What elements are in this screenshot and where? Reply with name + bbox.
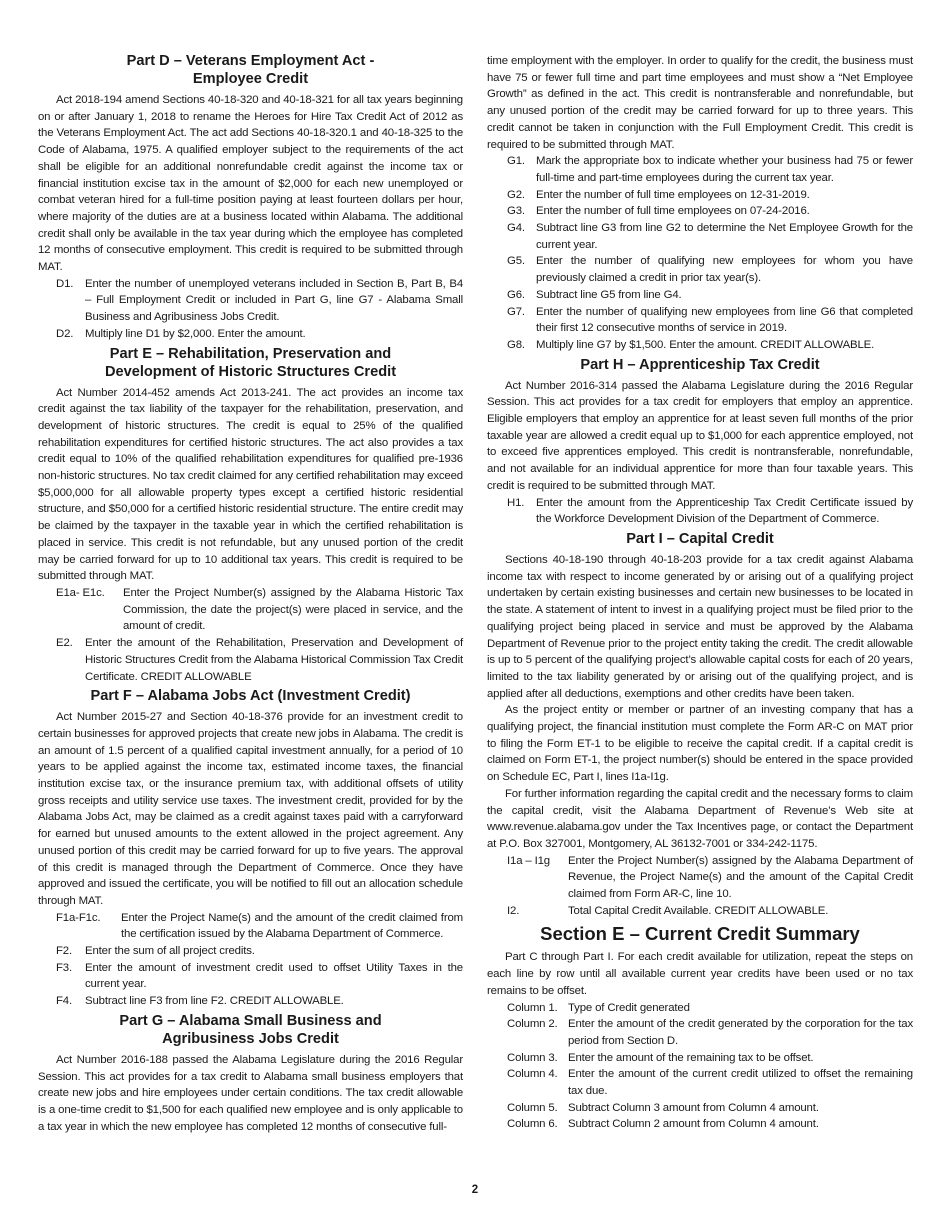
item-text: Multiply line G7 by $1,500. Enter the amount. CREDIT ALLOWABLE. (536, 338, 875, 351)
list-item (38, 326, 463, 343)
item-label: Column 4. (507, 1068, 558, 1081)
list-item (487, 203, 913, 220)
list-item (487, 1100, 913, 1117)
item-label: D2. (56, 327, 74, 340)
item-label: H1. (507, 496, 525, 509)
item-label: F1a-F1c. (56, 911, 101, 924)
list-item (487, 1066, 913, 1099)
part-h-body: Act Number 2016-314 passed the Alabama Legislature during the 2016 Regular Session. This act provides for a tax credit for employers that employ an apprentice. Eligible employers that employ an apprentice for at least seven full months of the prior taxable year are allowed a credit equal up to $1,000 for each apprentice employed, not to exceed five apprentices employed. This credit is nontransferable, nonrefundable, and not available for an individual apprentice for more than four taxable years. This credit is required to be submitted through MAT. (487, 379, 913, 492)
right-column (487, 53, 913, 1135)
item-text: Enter the amount from the Apprenticeship Tax Credit Certificate issued by the Workforce Development Division of the Department of Commerce. (536, 496, 913, 526)
part-g-body-continued: time employment with the employer. In order to qualify for the credit, the business must have 75 or fewer full time and part time employees and must show a “Net Employee Growth” as defined in the act. This credit is nontransferable and nonrefundable, but any unused portion of the credit may be carried forward for up to three years. This credit cannot be taken in conjunction with the Full Employment Credit. This credit is required to be submitted through MAT. (487, 55, 913, 151)
part-e-title-line2: Development of Historic Structures Credit (104, 363, 397, 380)
section-e (487, 923, 913, 1133)
item-text: Multiply line D1 by $2,000. Enter the amount. (85, 327, 306, 340)
section-e-body: Part C through Part I. For each credit available for utilization, repeat the steps on each line by row until all available current year credits have been used or no tax remains to be offset. (487, 951, 913, 997)
part-i-body-2: As the project entity or member or partner of an investing company that has a qualifying project, the financial institution must complete the Form AR-C on MAT prior to filing the Form ET-1 to be eligible to receive the capital credit. If a capital credit is claimed on Form ET-1, the project number(s) should be entered in the space provided on Schedule EC, Part I, lines I1a-I1g. (487, 704, 913, 784)
part-f-body: Act Number 2015-27 and Section 40-18-376 provide for an investment credit to certain businesses for approved projects that create new jobs in Alabama. The credit is an amount of 1.5 percent of a qualified capital investment annually, for a period of 10 years to be applied against the income tax, estimated income taxes, the financial institution excise tax, or the insurance premium tax, with additional offsets of utility gross receipts and utility service use taxes. The investment credit, provided for by the Alabama Jobs Act, may be claimed as a credit against taxes paid with a carryforward for earned but unused amounts to the extent allowed in the project agreement. Any unused portion of this credit may be carried forward for up to five years. The approval of this credit is managed through the Department of Commerce. Once they have approved and issued the certificate, you will be notified to fill out an allocation schedule through MAT. (38, 711, 463, 907)
part-i-section (487, 530, 913, 919)
part-e-heading (38, 345, 463, 381)
list-item (38, 960, 463, 993)
part-g-title-line2: Agribusiness Jobs Credit (162, 1030, 339, 1047)
item-text: Enter the number of qualifying new employees for whom you have previously claimed a credit in prior tax year(s). (536, 255, 913, 285)
item-text: Enter the amount of investment credit used to offset Utility Taxes in the current year. (85, 961, 463, 991)
list-item (487, 1016, 913, 1049)
list-item (487, 187, 913, 204)
item-label: I2. (507, 904, 520, 917)
item-label: G2. (507, 188, 525, 201)
section-e-list (487, 1000, 913, 1134)
item-label: Column 5. (507, 1101, 558, 1114)
item-text: Subtract Column 3 amount from Column 4 amount. (568, 1101, 819, 1114)
item-label: G7. (507, 305, 525, 318)
list-item (38, 635, 463, 685)
list-item (487, 220, 913, 253)
part-d-section (38, 52, 463, 343)
list-item (487, 1116, 913, 1133)
item-text: Enter the Project Number(s) assigned by the Alabama Department of Revenue, the Project Name(s) and the amount of the Capital Credit claimed from Form AR-C, line 10. (568, 854, 913, 901)
part-i-body-3: For further information regarding the capital credit and the necessary forms to claim the capital credit, visit the Alabama Department of Revenue’s Web site at www.revenue.alabama.gov under the Tax Incentives page, or contact the Department at P.O. Box 327001, Montgomery, AL 36132-7001 or 334-242-1175. (487, 787, 913, 850)
item-label: F2. (56, 945, 73, 958)
part-e-title-line1: Part E – Rehabilitation, Preservation and (109, 345, 392, 362)
part-d-heading (38, 52, 463, 88)
part-g-title-line1: Part G – Alabama Small Business and (119, 1012, 382, 1029)
part-f-heading: Part F – Alabama Jobs Act (Investment Credit) (90, 688, 411, 705)
list-item (487, 253, 913, 286)
list-item (487, 1050, 913, 1067)
item-label: I1a – I1g (507, 854, 550, 867)
part-e-body: Act Number 2014-452 amends Act 2013-241. The act provides an income tax credit against the tax liability of the taxpayer for the rehabilitation, preservation, and development of historic structures. The credit is equal to 25% of the qualified rehabilitation expenditures for certified historic structures. The act also provides a tax credit equal to 10% of the qualified rehabilitation expenditures for qualified pre-1936 non-historic structures. No tax credit claimed for any certified rehabilitation may exceed $5,000,000 for all allowable property types except a certified historic residential structure, and $50,000 for a certified historic residential structure. The entire credit may be claimed by the taxpayer in the taxable year in which the certified rehabilitation is placed in service. This credit is not refundable, but any unused portion of the credit may be carried forward for up to 10 additional tax years. This credit is required to be submitted through MAT. (38, 386, 463, 583)
item-label: G5. (507, 255, 525, 268)
section-e-heading: Section E – Current Credit Summary (540, 923, 860, 945)
list-item (487, 153, 913, 186)
list-item (487, 304, 913, 337)
part-g-body: Act Number 2016-188 passed the Alabama Legislature during the 2016 Regular Session. This act provides for a tax credit to Alabama small business employers that create new jobs and hire employees under certain conditions. The tax credit allowable is a one-time credit to $1,500 for each qualified new employee and is only applicable to a tax year in which the new employee has completed 12 months of consecutive full- (38, 1053, 463, 1133)
page-number: 2 (471, 1184, 479, 1196)
part-d-title-line2: Employee Credit (192, 71, 309, 87)
list-item (487, 495, 913, 528)
item-label: F3. (56, 961, 73, 974)
part-h-list (487, 495, 913, 528)
part-d-title-line1: Part D – Veterans Employment Act - (126, 53, 375, 69)
item-text: Mark the appropriate box to indicate whether your business had 75 or fewer full-time and part-time employees during the current tax year. (536, 155, 913, 184)
list-item (38, 943, 463, 960)
part-i-heading: Part I – Capital Credit (626, 530, 774, 547)
part-g-continued (487, 53, 913, 354)
item-label: G1. (507, 155, 525, 168)
part-f-list (38, 910, 463, 1010)
part-h-heading: Part H – Apprenticeship Tax Credit (580, 356, 820, 373)
item-label: E2. (56, 637, 73, 650)
item-label: G4. (507, 222, 525, 235)
item-label: F4. (56, 995, 73, 1008)
item-label: G8. (507, 338, 525, 351)
list-item (487, 287, 913, 304)
item-text: Enter the amount of the remaining tax to be offset. (568, 1051, 814, 1064)
part-g-list (487, 153, 913, 353)
item-text: Enter the Project Number(s) assigned by the Alabama Historic Tax Commission, the date the project(s) were placed in service, and the amount of credit. (123, 586, 463, 633)
item-label: G6. (507, 288, 525, 301)
item-label: Column 6. (507, 1118, 558, 1131)
part-i-list (487, 853, 913, 920)
part-d-body: Act 2018-194 amend Sections 40-18-320 and 40-18-321 for all tax years beginning on or after January 1, 2018 to rename the Heroes for Hire Tax Credit Act of 2012 as the Veterans Employment Act. The act add Sections 40-18-320.1 and 40-18-325 to the Code of Alabama, 1975. A qualified employer subject to the requirements of the act shall be eligible for an additional nonrefundable credit against the income tax or financial institution excise tax in the amount of $2,000 for each new unemployed or combat veteran hired for a full-time position paying at least fourteen dollars per hour, where majority of the duties are at a business located within Alabama. The additional credit shall only be available in the tax year during which the employee has completed 12 months of consecutive employment. This credit is required to be submitted through MAT. (38, 94, 463, 274)
list-item (38, 993, 463, 1010)
list-item (487, 1000, 913, 1017)
item-label: G3. (507, 205, 525, 218)
item-label: D1. (56, 277, 74, 290)
part-e-section (38, 345, 463, 686)
item-text: Subtract line G3 from line G2 to determine the Net Employee Growth for the current year. (536, 222, 913, 251)
list-item (487, 337, 913, 354)
item-text: Total Capital Credit Available. CREDIT ALLOWABLE. (568, 904, 829, 917)
item-label: E1a- E1c. (56, 586, 105, 599)
item-text: Enter the amount of the Rehabilitation, Preservation and Development of Historic Structures Credit from the Alabama Historical Commission Tax Credit Certificate. CREDIT ALLOWABLE (85, 637, 463, 683)
item-text: Enter the Project Name(s) and the amount of the credit claimed from the certification issued by the Alabama Department of Commerce. (121, 911, 463, 941)
list-item (487, 903, 913, 920)
list-item (38, 276, 463, 326)
part-g-section (38, 1012, 463, 1136)
item-text: Subtract line F3 from line F2. CREDIT ALLOWABLE. (85, 995, 344, 1008)
part-d-list (38, 276, 463, 343)
item-text: Type of Credit generated (568, 1001, 690, 1014)
item-text: Enter the number of unemployed veterans included in Section B, Part B, B4 – Full Employment Credit or included in Part G, line G7 - Alabama Small Business and Agribusiness Jobs Credit. (85, 277, 463, 324)
part-f-section (38, 687, 463, 1010)
list-item (38, 910, 463, 943)
item-text: Enter the number of qualifying new employees from line G6 that completed their first 12 consecutive months of service in 2019. (536, 305, 913, 335)
item-label: Column 2. (507, 1018, 558, 1031)
list-item (487, 853, 913, 903)
part-i-body-1: Sections 40-18-190 through 40-18-203 provide for a tax credit against Alabama income tax with respect to income generated by or arising out of a qualifying project undertaken by certain existing businesses and certain new businesses to be located in the state. A statement of intent to invest in a qualifying project must be filed prior to the qualifying project being placed in service and must be approved by the Alabama Department of Revenue prior to the project entity taking the credit. The credit allowable is up to 5 percent of the qualifying project’s allowable capital costs for each of 20 years, limited to the tax liability generated by or arising out of the qualifying project, and is applied after all deductions, exemptions and other credits have been taken. (487, 553, 913, 700)
list-item (38, 585, 463, 635)
item-label: Column 3. (507, 1051, 558, 1064)
item-text: Enter the sum of all project credits. (85, 945, 255, 958)
item-text: Enter the number of full time employees on 12-31-2019. (536, 188, 810, 201)
item-label: Column 1. (507, 1001, 558, 1014)
part-h-section (487, 356, 913, 528)
item-text: Enter the amount of the current credit utilized to offset the remaining tax due. (568, 1068, 913, 1098)
item-text: Subtract line G5 from line G4. (536, 288, 682, 301)
part-g-heading (38, 1012, 463, 1048)
item-text: Enter the amount of the credit generated by the corporation for the tax period from Section D. (568, 1018, 913, 1047)
part-e-list (38, 585, 463, 685)
item-text: Enter the number of full time employees on 07-24-2016. (536, 205, 810, 218)
item-text: Subtract Column 2 amount from Column 4 amount. (568, 1118, 819, 1131)
left-column (38, 50, 463, 1135)
